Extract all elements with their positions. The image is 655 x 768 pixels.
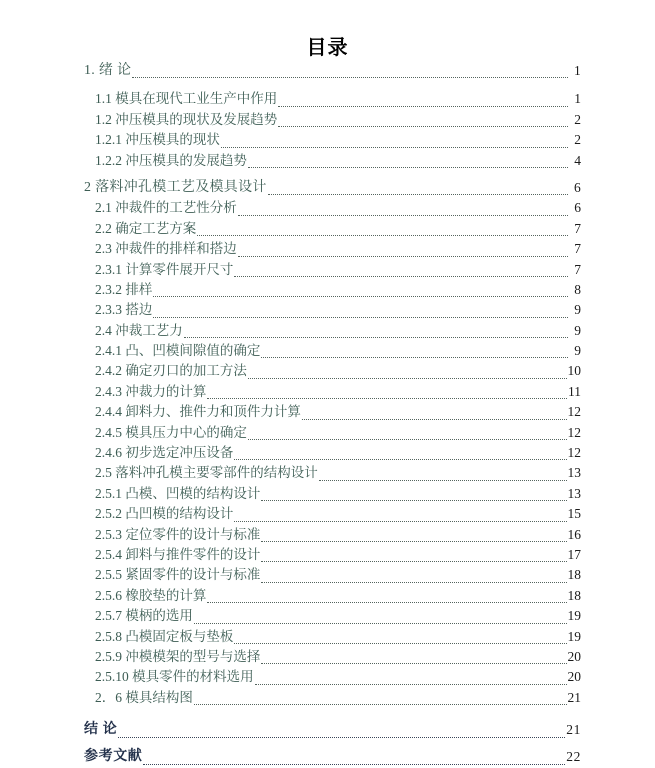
toc-dot-leader [221, 146, 568, 148]
toc-entry-page-number: 18 [567, 567, 581, 583]
toc-entry-page-number: 6 [574, 200, 581, 216]
toc-entry[interactable] [84, 606, 581, 626]
toc-entry-label: 2．6 模具结构图 [95, 689, 193, 705]
toc-entry-label: 2.4.2 确定刃口的加工方法 [95, 363, 247, 379]
toc-entry-page-number: 7 [574, 241, 581, 257]
toc-entry[interactable] [84, 748, 581, 768]
toc-dot-leader [234, 642, 566, 644]
toc-dot-leader [234, 275, 568, 277]
toc-entry-label: 2.5.1 凸模、凹模的结构设计 [95, 485, 261, 501]
toc-entry[interactable] [84, 688, 581, 708]
toc-entry[interactable] [84, 586, 581, 606]
toc-entry-page-number: 16 [567, 526, 581, 542]
toc-entry-page-number: 13 [567, 485, 581, 501]
toc-entry-label: 1.2.1 冲压模具的现状 [95, 132, 220, 148]
toc-dot-leader [255, 683, 567, 685]
toc-entry-label: 2.4.6 初步选定冲压设备 [95, 445, 234, 461]
toc-entry-label: 2.1 冲裁件的工艺性分析 [95, 200, 237, 216]
toc-entry-label: 2.5 落料冲孔模主要零部件的结构设计 [95, 465, 318, 481]
toc-entry[interactable] [84, 720, 581, 740]
toc-spacer [84, 81, 581, 89]
toc-entry-page-number: 18 [567, 587, 581, 603]
toc-entry[interactable] [84, 545, 581, 565]
toc-dot-leader [234, 520, 566, 522]
toc-entry-label: 2 落料冲孔模工艺及模具设计 [84, 179, 267, 195]
toc-dot-leader [268, 193, 568, 195]
toc-entry-label: 2.3 冲裁件的排样和搭边 [95, 241, 237, 257]
toc-dot-leader [184, 336, 568, 338]
toc-dot-leader [278, 125, 568, 127]
toc-entry-page-number: 9 [574, 343, 581, 359]
toc-entry-label: 2.4.5 模具压力中心的确定 [95, 424, 247, 440]
toc-entry-label: 2.5.9 冲模模架的型号与选择 [95, 648, 261, 664]
toc-dot-leader [238, 214, 568, 216]
toc-entry[interactable] [84, 130, 581, 150]
toc-entry-page-number: 22 [566, 749, 581, 765]
toc-entry[interactable] [84, 525, 581, 545]
toc-entry-label: 2.5.7 模柄的选用 [95, 608, 193, 624]
toc-entry-label: 2.4 冲裁工艺力 [95, 322, 183, 338]
table-of-contents [84, 61, 581, 768]
toc-entry-label: 2.5.3 定位零件的设计与标准 [95, 526, 261, 542]
toc-entry[interactable] [84, 341, 581, 361]
toc-entry[interactable] [84, 61, 581, 81]
toc-dot-leader [234, 458, 566, 460]
toc-entry-page-number: 19 [567, 608, 581, 624]
toc-entry[interactable] [84, 260, 581, 280]
toc-entry-page-number: 19 [567, 628, 581, 644]
toc-entry-page-number: 15 [567, 506, 581, 522]
toc-entry[interactable] [84, 423, 581, 443]
toc-entry[interactable] [84, 382, 581, 402]
toc-entry-page-number: 7 [574, 261, 581, 277]
toc-dot-leader [118, 736, 565, 738]
toc-entry[interactable] [84, 627, 581, 647]
toc-entry[interactable] [84, 504, 581, 524]
toc-dot-leader [248, 377, 567, 379]
toc-entry-page-number: 2 [574, 132, 581, 148]
toc-dot-leader [197, 234, 568, 236]
toc-dot-leader [278, 105, 568, 107]
toc-dot-leader [261, 560, 566, 562]
toc-entry[interactable] [84, 443, 581, 463]
toc-entry[interactable] [84, 321, 581, 341]
toc-entry[interactable] [84, 110, 581, 130]
toc-entry[interactable] [84, 300, 581, 320]
toc-entry-label: 2.5.10 模具零件的材料选用 [95, 669, 254, 685]
toc-entry-page-number: 17 [567, 546, 581, 562]
toc-entry-page-number: 1 [574, 91, 581, 107]
toc-dot-leader [319, 479, 567, 481]
page-title: 目录 [306, 37, 349, 59]
toc-entry-label: 2.4.1 凸、凹模间隙值的确定 [95, 343, 261, 359]
toc-dot-leader [194, 703, 567, 705]
toc-entry-page-number: 13 [567, 465, 581, 481]
toc-entry[interactable] [84, 151, 581, 171]
toc-dot-leader [207, 397, 567, 399]
toc-entry-page-number: 2 [574, 111, 581, 127]
toc-entry-page-number: 6 [573, 179, 581, 195]
toc-entry-page-number: 9 [574, 302, 581, 318]
toc-dot-leader [302, 418, 567, 420]
toc-dot-leader [261, 356, 568, 358]
toc-spacer [84, 708, 581, 720]
toc-entry-label: 1.2.2 冲压模具的发展趋势 [95, 152, 247, 168]
toc-entry[interactable] [84, 484, 581, 504]
toc-dot-leader [194, 622, 567, 624]
toc-entry-page-number: 20 [567, 648, 581, 664]
toc-entry[interactable] [84, 647, 581, 667]
toc-entry-page-number: 21 [566, 722, 581, 738]
toc-entry-page-number: 11 [568, 383, 581, 399]
toc-entry[interactable] [84, 402, 581, 422]
toc-entry-label: 2.5.5 紧固零件的设计与标准 [95, 567, 261, 583]
toc-entry-page-number: 7 [574, 220, 581, 236]
toc-dot-leader [143, 763, 565, 765]
toc-entry-page-number: 8 [574, 281, 581, 297]
toc-dot-leader [261, 499, 566, 501]
toc-entry-label: 2.3.2 排样 [95, 281, 153, 297]
toc-entry-label: 2.5.2 凸凹模的结构设计 [95, 506, 234, 522]
toc-entry-page-number: 12 [567, 424, 581, 440]
toc-entry-label: 1. 绪 论 [84, 62, 132, 78]
toc-entry[interactable] [84, 280, 581, 300]
toc-entry[interactable] [84, 565, 581, 585]
toc-dot-leader [248, 166, 568, 168]
toc-entry-label: 参考文献 [84, 749, 143, 765]
toc-entry-page-number: 9 [574, 322, 581, 338]
toc-entry[interactable] [84, 361, 581, 381]
toc-entry-page-number: 1 [573, 62, 581, 78]
toc-entry-page-number: 12 [567, 445, 581, 461]
toc-entry-label: 2.5.4 卸料与推件零件的设计 [95, 546, 261, 562]
toc-entry-label: 2.5.8 凸模固定板与垫板 [95, 628, 234, 644]
toc-entry-label: 2.5.6 橡胶垫的计算 [95, 587, 207, 603]
toc-entry[interactable] [84, 178, 581, 198]
toc-entry[interactable] [84, 239, 581, 259]
toc-dot-leader [238, 255, 568, 257]
toc-entry[interactable] [84, 667, 581, 687]
toc-dot-leader [261, 581, 566, 583]
toc-entry-page-number: 21 [567, 689, 581, 705]
toc-entry-page-number: 20 [567, 669, 581, 685]
toc-spacer [84, 741, 581, 748]
toc-entry-page-number: 12 [567, 404, 581, 420]
toc-entry-label: 1.1 模具在现代工业生产中作用 [95, 91, 278, 107]
toc-dot-leader [153, 316, 568, 318]
toc-entry[interactable] [84, 463, 581, 483]
toc-dot-leader [261, 662, 566, 664]
toc-entry-label: 2.2 确定工艺方案 [95, 220, 197, 236]
toc-entry-label: 1.2 冲压模具的现状及发展趋势 [95, 111, 278, 127]
toc-dot-leader [248, 438, 567, 440]
toc-dot-leader [132, 76, 568, 78]
toc-dot-leader [153, 295, 568, 297]
toc-dot-leader [261, 540, 566, 542]
toc-entry[interactable] [84, 219, 581, 239]
toc-entry[interactable] [84, 89, 581, 109]
toc-entry-page-number: 4 [574, 152, 581, 168]
toc-entry-label: 2.4.4 卸料力、推件力和顶件力计算 [95, 404, 301, 420]
toc-entry-label: 2.3.3 搭边 [95, 302, 153, 318]
toc-entry-label: 结 论 [84, 722, 118, 738]
toc-entry-label: 2.3.1 计算零件展开尺寸 [95, 261, 234, 277]
toc-spacer [84, 171, 581, 178]
toc-entry[interactable] [84, 198, 581, 218]
toc-entry-label: 2.4.3 冲裁力的计算 [95, 383, 207, 399]
toc-dot-leader [207, 601, 566, 603]
toc-entry-page-number: 10 [567, 363, 581, 379]
